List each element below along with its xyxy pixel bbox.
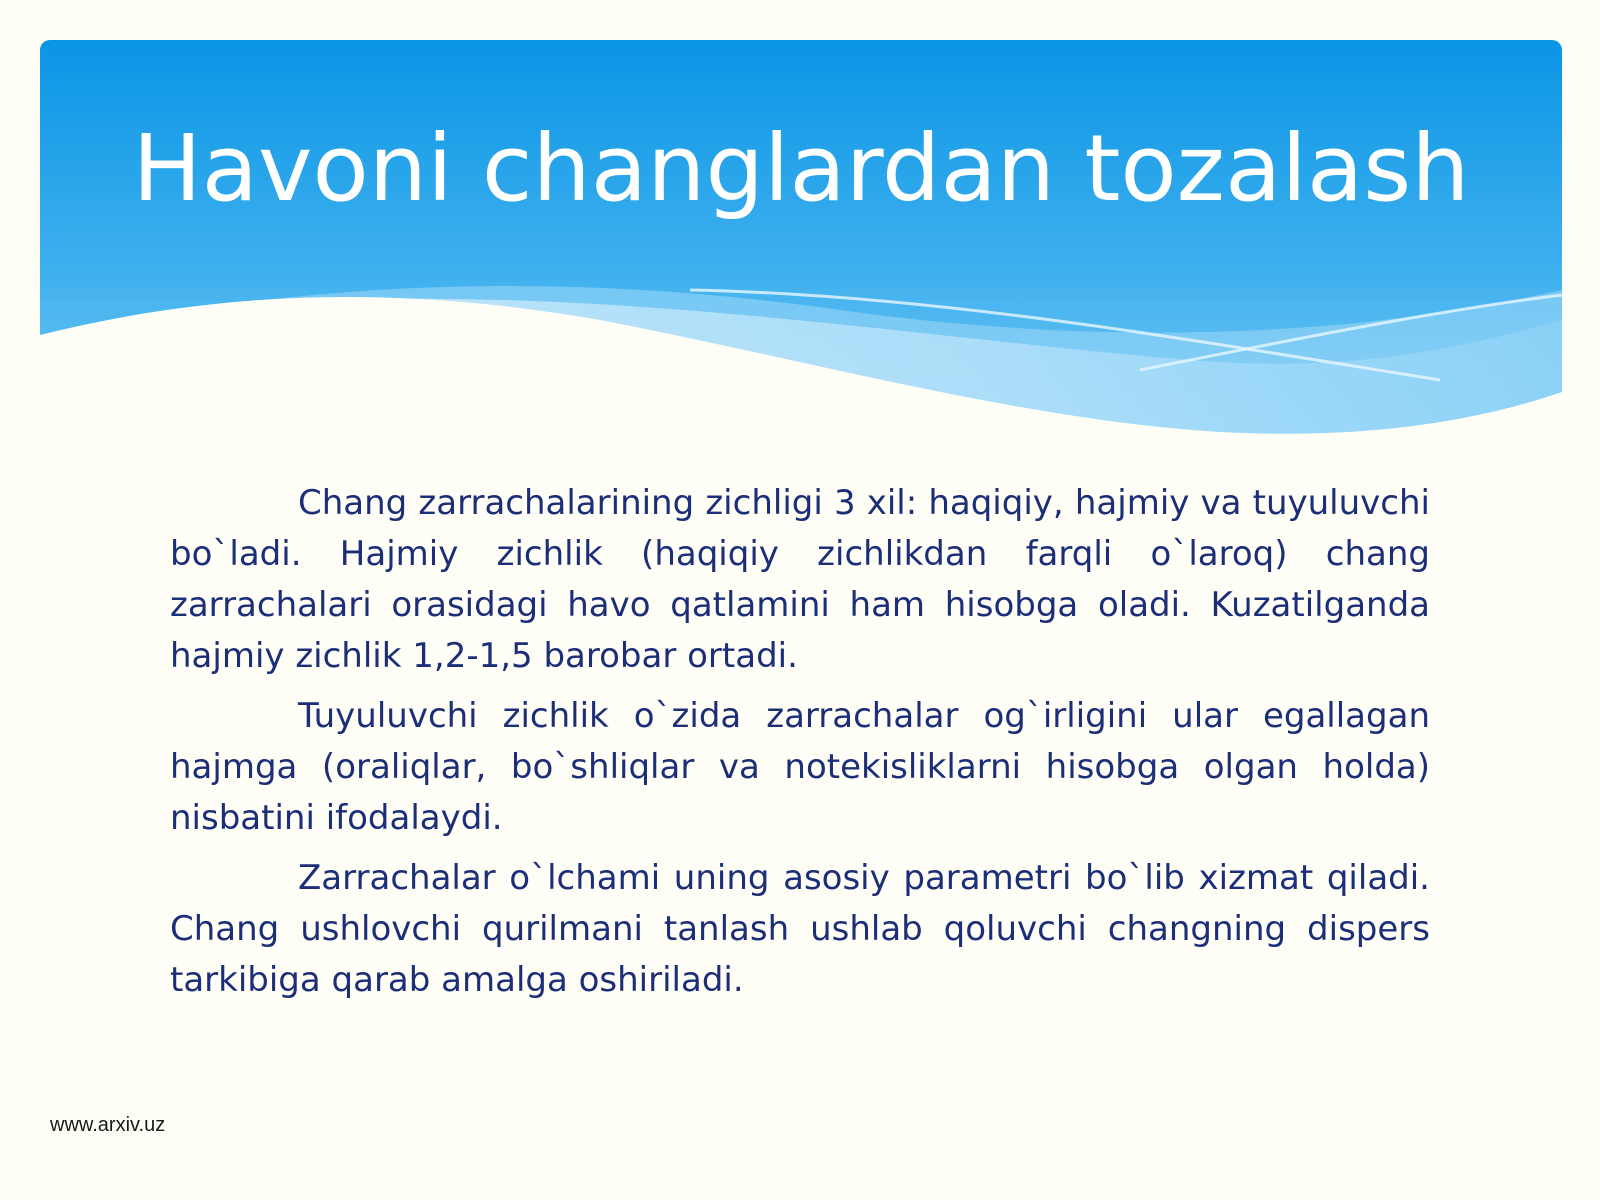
body-paragraph: Chang zarrachalarining zichligi 3 xil: haqiqiy, hajmiy va tuyuluvchi bo`ladi. Hajmiy zichlik (haqiqiy zichlikdan farqli o`laroq) chang zarrachalari orasidagi havo qatlamini ham hisobga oladi. Kuzatilganda hajmiy zichlik 1,2-1,5 barobar ortadi. <box>170 483 1430 676</box>
slide-body <box>170 478 1430 1015</box>
slide-title: Havoni changlardan tozalash <box>132 115 1470 222</box>
body-paragraph: Tuyuluvchi zichlik o`zida zarrachalar og`irligini ular egallagan hajmga (oraliqlar, bo`shliqlar va notekisliklarni hisobga olgan holda) nisbatini ifodalaydi. <box>170 696 1430 838</box>
body-paragraph: Zarrachalar o`lchami uning asosiy parametri bo`lib xizmat qiladi. Chang ushlovchi qurilmani tanlash ushlab qoluvchi changning dispers tarkibiga qarab amalga oshiriladi. <box>170 858 1430 1000</box>
footer-website: www.arxiv.uz <box>50 1114 166 1136</box>
header-wave-banner <box>40 40 1562 460</box>
